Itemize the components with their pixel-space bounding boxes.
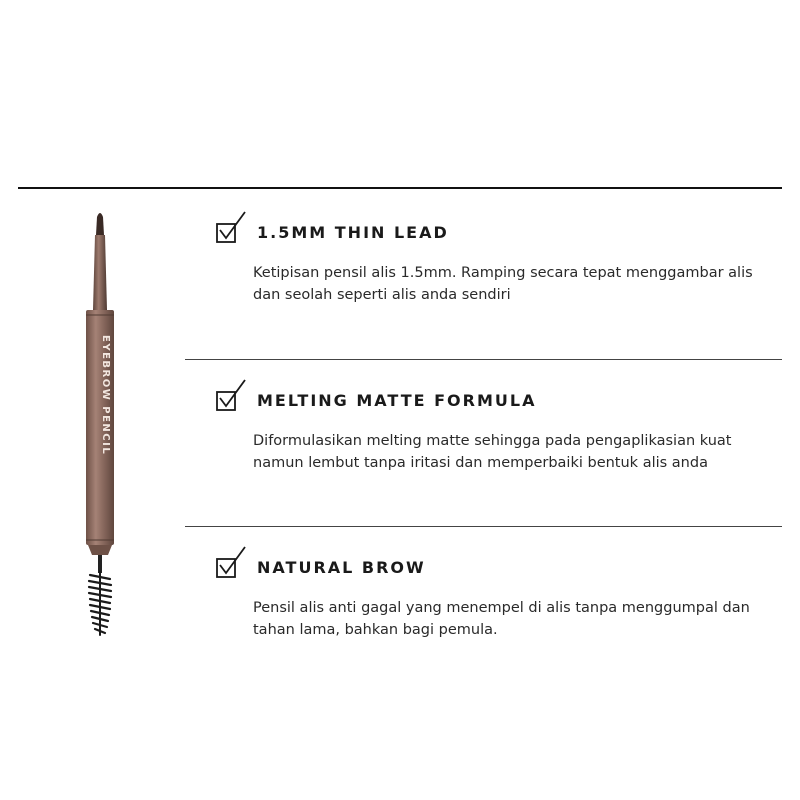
feature-natural-brow xyxy=(215,545,775,641)
section-divider-1 xyxy=(185,359,782,360)
pencil-cone xyxy=(93,235,107,310)
feature-title: MELTING MATTE FORMULA xyxy=(257,391,537,410)
eyebrow-pencil-image xyxy=(70,205,130,645)
checkbox-check-icon xyxy=(215,378,249,412)
pencil-imprint: EYEBROW PENCIL xyxy=(100,335,111,456)
top-divider xyxy=(18,187,782,189)
feature-description: Diformulasikan melting matte sehingga pada pengaplikasian kuat namun lembut tanpa iritasi dan memperbaiki bentuk alis anda xyxy=(253,433,732,471)
feature-description: Pensil alis anti gagal yang menempel di alis tanpa menggumpal dan tahan lama, bahkan bagi pemula. xyxy=(253,600,750,638)
feature-description: Ketipisan pensil alis 1.5mm. Ramping secara tepat menggambar alis dan seolah seperti alis anda sendiri xyxy=(253,265,753,303)
spoolie-brush xyxy=(89,571,111,635)
feature-title: 1.5MM THIN LEAD xyxy=(257,223,449,242)
checkbox-check-icon xyxy=(215,545,249,579)
feature-thin-lead xyxy=(215,210,775,306)
feature-melting-matte xyxy=(215,378,775,474)
pencil-tip xyxy=(96,213,104,235)
feature-title: NATURAL BROW xyxy=(257,558,426,577)
checkbox-check-icon xyxy=(215,210,249,244)
section-divider-2 xyxy=(185,526,782,527)
